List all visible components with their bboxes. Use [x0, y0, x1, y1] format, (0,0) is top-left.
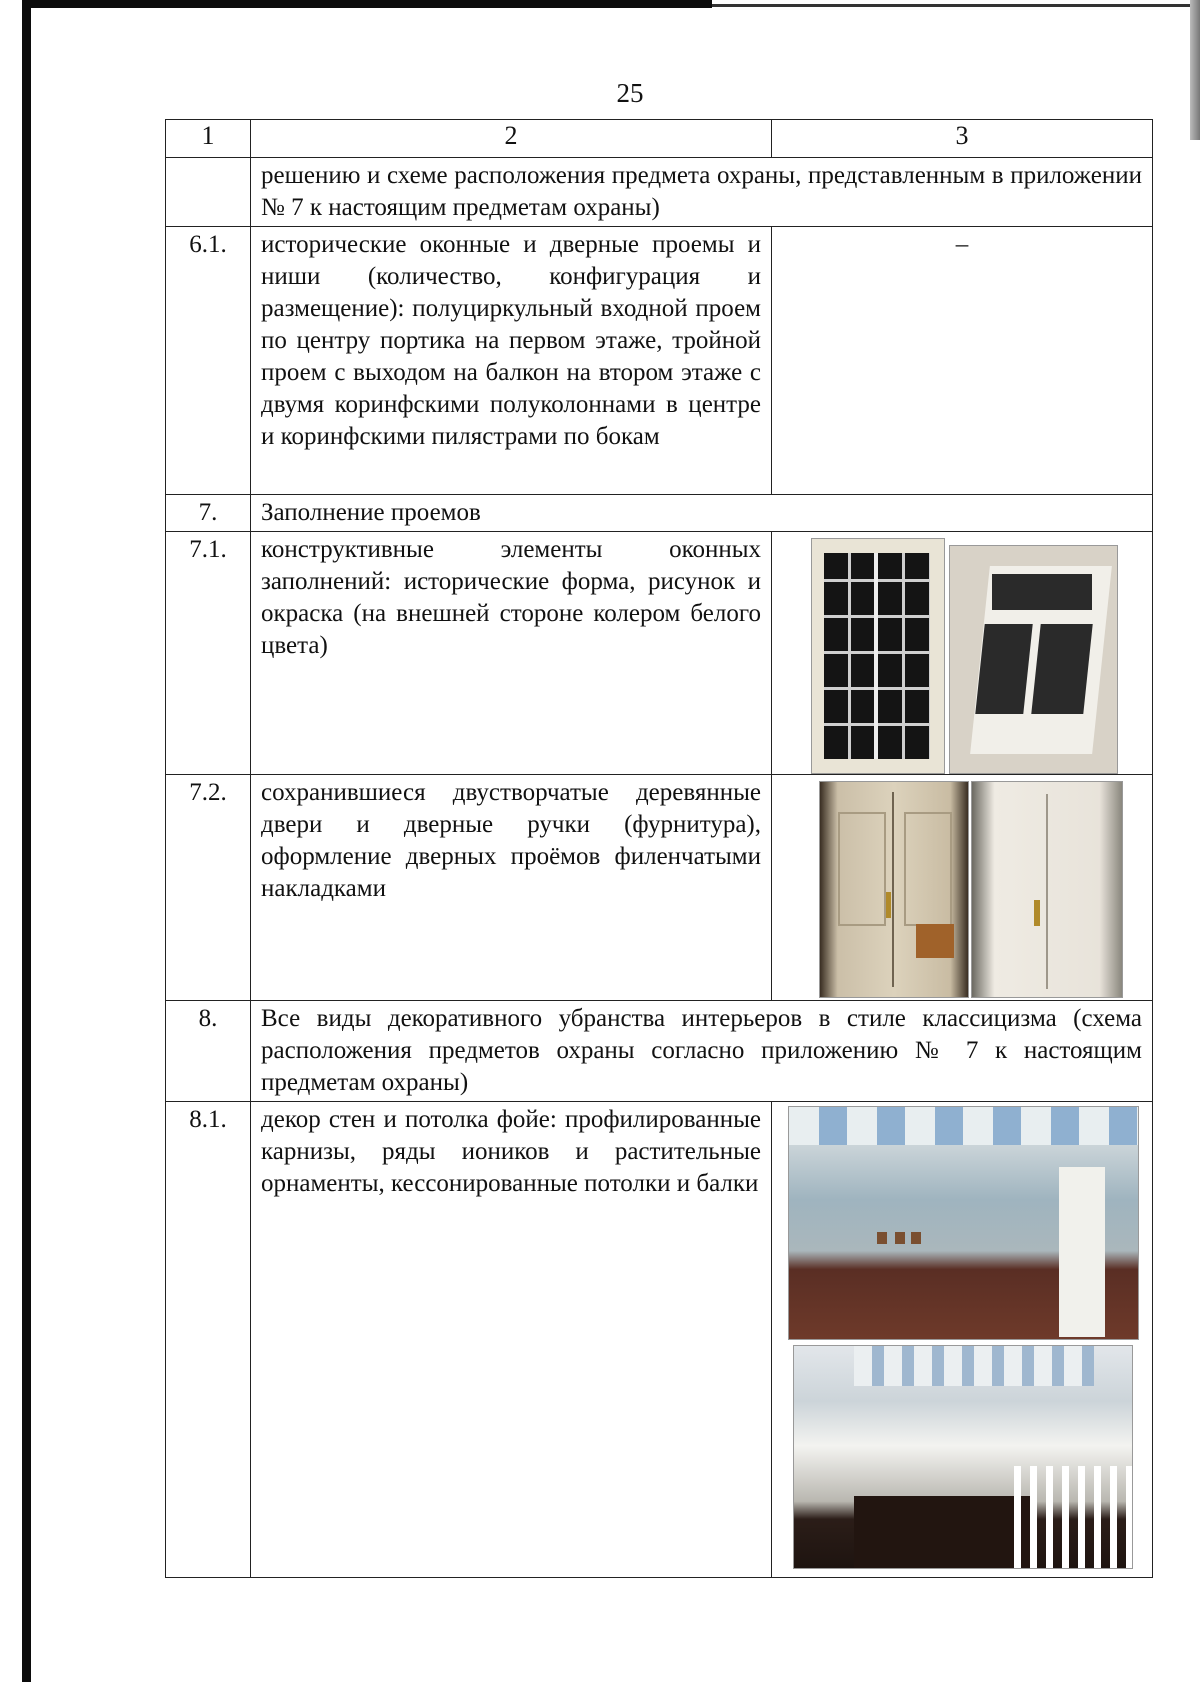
- row-description: декор стен и потолка фойе: профилированные карнизы, ряды иоников и растительные орнаменты, кессонированные потолки и балки: [251, 1102, 772, 1578]
- window-photo-open: [950, 546, 1117, 773]
- scan-border-right: [1190, 0, 1200, 140]
- corridor-staircase-photo: [794, 1346, 1132, 1568]
- door-photo-white: [972, 782, 1122, 997]
- header-col-3: 3: [772, 120, 1153, 158]
- table-row: [166, 775, 1153, 1001]
- header-col-1: 1: [166, 120, 251, 158]
- row-number: 7.1.: [166, 532, 251, 775]
- interior-photos-cell: [772, 1102, 1153, 1578]
- row-number: 7.2.: [166, 775, 251, 1001]
- scan-border-top: [22, 0, 712, 8]
- row-number: 8.1.: [166, 1102, 251, 1578]
- row-number: 8.: [166, 1001, 251, 1102]
- door-photo-with-chair: [820, 782, 968, 997]
- row-col3-value: –: [772, 227, 1153, 495]
- row-number: [166, 158, 251, 227]
- row-description: конструктивные элементы оконных заполнений: исторические форма, рисунок и окраска (на внешней стороне колером белого цвета): [251, 532, 772, 775]
- row-description: Все виды декоративного убранства интерьеров в стиле классицизма (схема расположения предметов охраны согласно приложению № 7 к настоящим предметам охраны): [251, 1001, 1153, 1102]
- window-photos-cell: [772, 532, 1153, 775]
- scan-border-top-thin: [712, 4, 1192, 7]
- scan-border-left: [22, 0, 31, 1682]
- row-description: решению и схеме расположения предмета охраны, представленным в приложении № 7 к настоящим предметам охраны): [251, 158, 1153, 227]
- protection-items-table: [165, 119, 1153, 1578]
- row-number: 6.1.: [166, 227, 251, 495]
- table-row: [166, 495, 1153, 532]
- page-number: 25: [616, 78, 644, 108]
- table-row: [166, 1102, 1153, 1578]
- row-description: Заполнение проемов: [251, 495, 1153, 532]
- window-photo-grille: [812, 539, 944, 773]
- table-row: [166, 1001, 1153, 1102]
- door-photos-cell: [772, 775, 1153, 1001]
- row-number: 7.: [166, 495, 251, 532]
- row-description: исторические оконные и дверные проемы и ниши (количество, конфигурация и размещение): полуциркульный входной проем по центру портика на первом этаже, тройной проем с выходом на балкон на втором этаже с двумя коринфскими полуколоннами в центре и коринфскими пилястрами по бокам: [251, 227, 772, 495]
- foyer-hall-photo: [789, 1107, 1138, 1339]
- table-header-row: [166, 120, 1153, 158]
- table-row: [166, 227, 1153, 495]
- row-description: сохранившиеся двустворчатые деревянные двери и дверные ручки (фурнитура), оформление дверных проёмов филенчатыми накладками: [251, 775, 772, 1001]
- header-col-2: 2: [251, 120, 772, 158]
- table-row: [166, 532, 1153, 775]
- table-row: [166, 158, 1153, 227]
